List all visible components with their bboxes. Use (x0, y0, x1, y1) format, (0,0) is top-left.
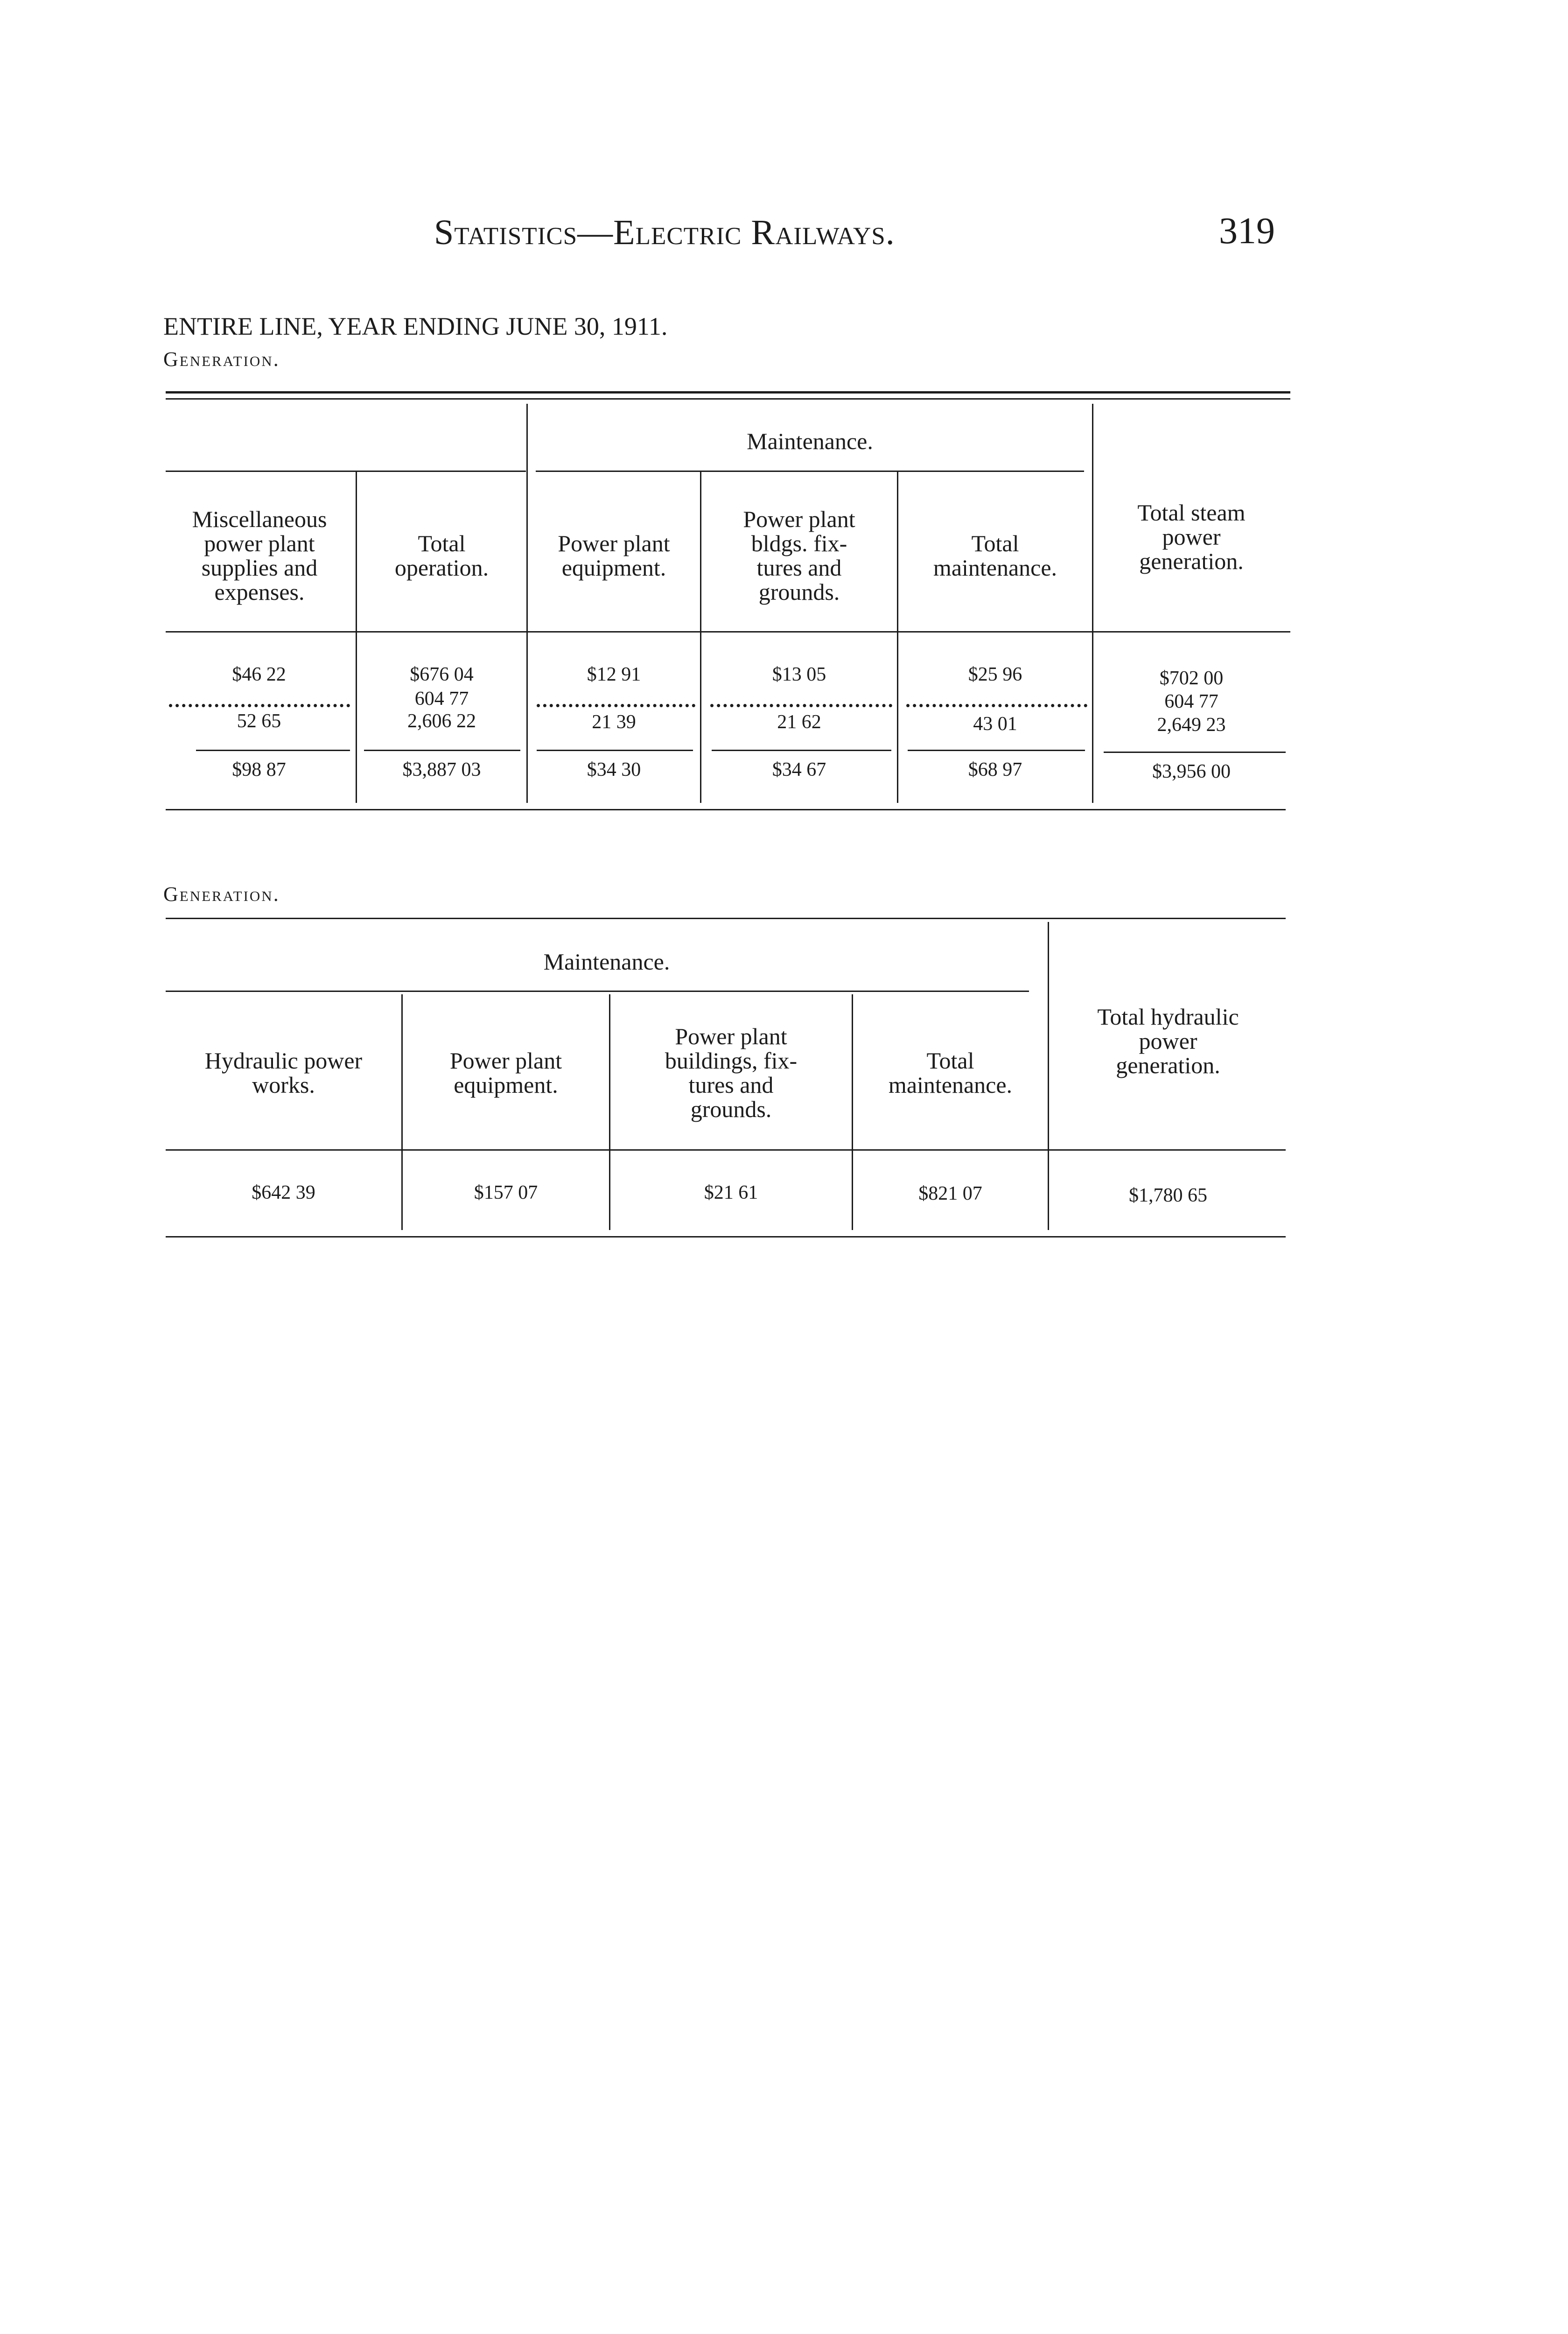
table1-cell: 2,606 22 (407, 710, 476, 732)
table1-col-header: Total operation. (394, 530, 489, 581)
table1-cell: 21 39 (592, 711, 636, 733)
table1-leader (710, 704, 892, 707)
table1-total-rule (196, 750, 350, 751)
table1-total-cell: $34 30 (587, 759, 641, 780)
table2-cell: $157 07 (474, 1182, 538, 1203)
table1-header-bottom-rule (166, 631, 1290, 633)
table2-cell: $1,780 65 (1129, 1185, 1207, 1206)
table1-cell: 604 77 (1164, 691, 1218, 712)
table1-label: Generation. (163, 348, 280, 371)
table2-col-header: Hydraulic power works. (204, 1047, 363, 1098)
table1-cell: $25 96 (968, 664, 1022, 685)
running-head: Statistics—Electric Railways. (434, 213, 895, 252)
table2-top-rule (166, 918, 1286, 919)
table1-total-cell: $3,956 00 (1152, 761, 1231, 782)
table1-cell: 21 62 (777, 711, 821, 733)
table2-col-header: Total maintenance. (888, 1047, 1013, 1098)
table1-col-header: Miscellaneous power plant supplies and expenses. (192, 506, 327, 605)
table1-cell: $46 22 (232, 664, 286, 685)
table1-cell: 2,649 23 (1157, 714, 1226, 736)
table1-total-cell: $68 97 (968, 759, 1022, 780)
table1-cell: $676 04 (410, 664, 474, 685)
table2-rule (166, 991, 1029, 992)
table1-col-header: Power plant equipment. (558, 530, 670, 581)
table1-leader (906, 704, 1087, 707)
table1-total-cell: $34 67 (772, 759, 826, 780)
table2-cell: $642 39 (252, 1182, 315, 1203)
table1-leader (169, 704, 350, 707)
table1-top-rule (166, 391, 1290, 394)
table2-bottom-rule (166, 1236, 1286, 1237)
table2-label: Generation. (163, 883, 280, 906)
table2-header-bottom-rule (166, 1149, 1286, 1151)
page-number: 319 (1219, 211, 1275, 252)
table2-group-header: Maintenance. (543, 949, 670, 975)
table1-total-rule (712, 750, 891, 751)
table1-col-header: Total steam power generation. (1137, 499, 1246, 574)
section-title: ENTIRE LINE, YEAR ENDING JUNE 30, 1911. (163, 312, 668, 340)
table1-total-rule (364, 750, 520, 751)
table1-total-cell: $3,887 03 (402, 759, 481, 780)
table1-cell: 43 01 (973, 713, 1017, 735)
table1-col-header: Total maintenance. (933, 530, 1057, 581)
table1-cell: $12 91 (587, 664, 641, 685)
table1-total-rule (1104, 752, 1286, 753)
table2-col-header: Power plant buildings, fix- tures and grounds. (665, 1023, 798, 1122)
table1-total-cell: $98 87 (232, 759, 286, 780)
table2-cell: $21 61 (704, 1182, 758, 1203)
table1-rule (166, 471, 526, 472)
table1-col-header: Power plant bldgs. fix- tures and grounds. (743, 506, 855, 605)
table1-cell: $13 05 (772, 664, 826, 685)
table2-col-header: Total hydraulic power generation. (1097, 1004, 1239, 1078)
table1-bottom-rule (166, 809, 1286, 810)
table2-cell: $821 07 (918, 1183, 982, 1204)
table1-rule (536, 471, 1084, 472)
table1-cell: $702 00 (1159, 668, 1224, 689)
table1-group-header: Maintenance. (747, 428, 873, 454)
table1-total-rule (908, 750, 1085, 751)
table1-leader (537, 704, 695, 707)
table1-cell: 52 65 (237, 710, 281, 732)
table1-cell: 604 77 (414, 688, 469, 710)
table1-total-rule (537, 750, 693, 751)
table1-top-rule-inner (166, 398, 1290, 400)
table2-col-header: Power plant equipment. (449, 1047, 562, 1098)
